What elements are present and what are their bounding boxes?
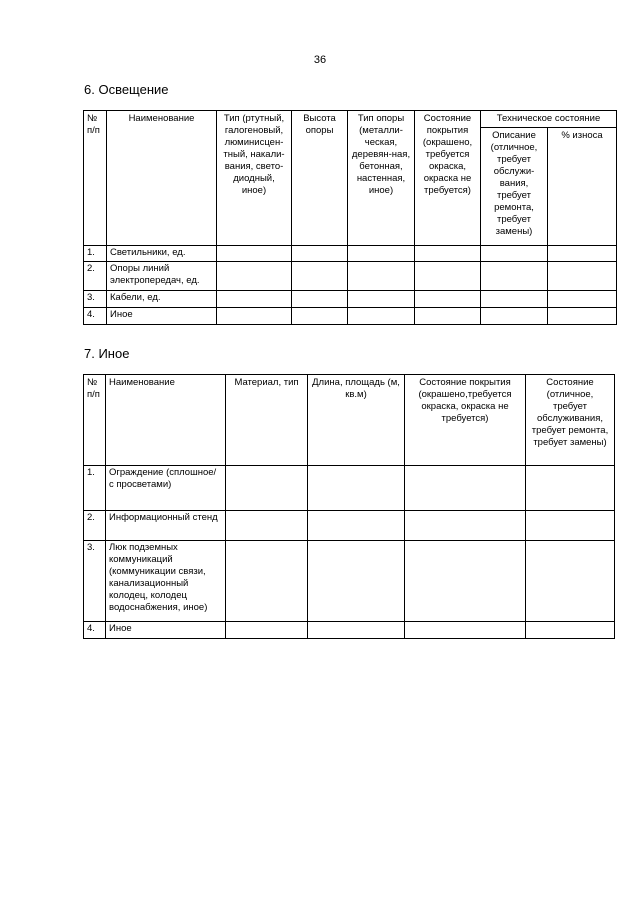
header-state: Состояние (отличное, требует обслуживания, требует ремонта, требует замены) (526, 375, 615, 466)
table-row (84, 246, 617, 262)
header-name: Наименование (106, 375, 226, 466)
header-pole-height: Высота опоры (292, 111, 348, 246)
row-num: 2. (84, 511, 106, 541)
row-num: 2. (84, 262, 107, 291)
row-name: Ограждение (сплошное/ с просветами) (106, 466, 226, 511)
header-wear-percent: % износа (548, 128, 617, 246)
row-name: Опоры линий электропередач, ед. (107, 262, 217, 291)
header-name: Наименование (107, 111, 217, 246)
header-technical-state: Техническое состояние (481, 111, 617, 128)
header-material: Материал, тип (226, 375, 308, 466)
row-num: 1. (84, 246, 107, 262)
table-row (84, 466, 615, 511)
row-num: 3. (84, 291, 107, 308)
section-7-title: 7. Иное (84, 346, 130, 361)
header-num: № п/п (84, 111, 107, 246)
header-coating-state: Состояние покрытия (окрашено,требуется окраска, окраска не требуется) (405, 375, 526, 466)
row-name: Кабели, ед. (107, 291, 217, 308)
row-name: Информационный стенд (106, 511, 226, 541)
row-name: Иное (107, 308, 217, 325)
table-row (84, 308, 617, 325)
table-row (84, 541, 615, 622)
row-num: 1. (84, 466, 106, 511)
page-number: 36 (313, 54, 327, 66)
row-name: Иное (106, 622, 226, 639)
header-description: Описание (отличное, требует обслужи-вания, требует ремонта, требует замены) (481, 128, 548, 246)
row-name: Люк подземных коммуникаций (коммуникации связи, канализационный колодец, колодец водоснабжения, иное) (106, 541, 226, 622)
section-6-title: 6. Освещение (84, 82, 169, 97)
row-num: 3. (84, 541, 106, 622)
table-row (84, 262, 617, 291)
row-name: Светильники, ед. (107, 246, 217, 262)
header-pole-type: Тип опоры (металли-ческая, деревян-ная, бетонная, настенная, иное) (348, 111, 415, 246)
header-coating-state: Состояние покрытия (окрашено, требуется окраска, окраска не требуется) (415, 111, 481, 246)
row-num: 4. (84, 622, 106, 639)
header-lamp-type: Тип (ртутный, галогеновый, люминисцен-тный, накали-вания, свето-диодный, иное) (217, 111, 292, 246)
lighting-table (83, 110, 617, 325)
table-row (84, 511, 615, 541)
header-num: № п/п (84, 375, 106, 466)
table-row (84, 291, 617, 308)
header-length-area: Длина, площадь (м, кв.м) (308, 375, 405, 466)
other-table (83, 374, 615, 639)
row-num: 4. (84, 308, 107, 325)
table-row (84, 622, 615, 639)
